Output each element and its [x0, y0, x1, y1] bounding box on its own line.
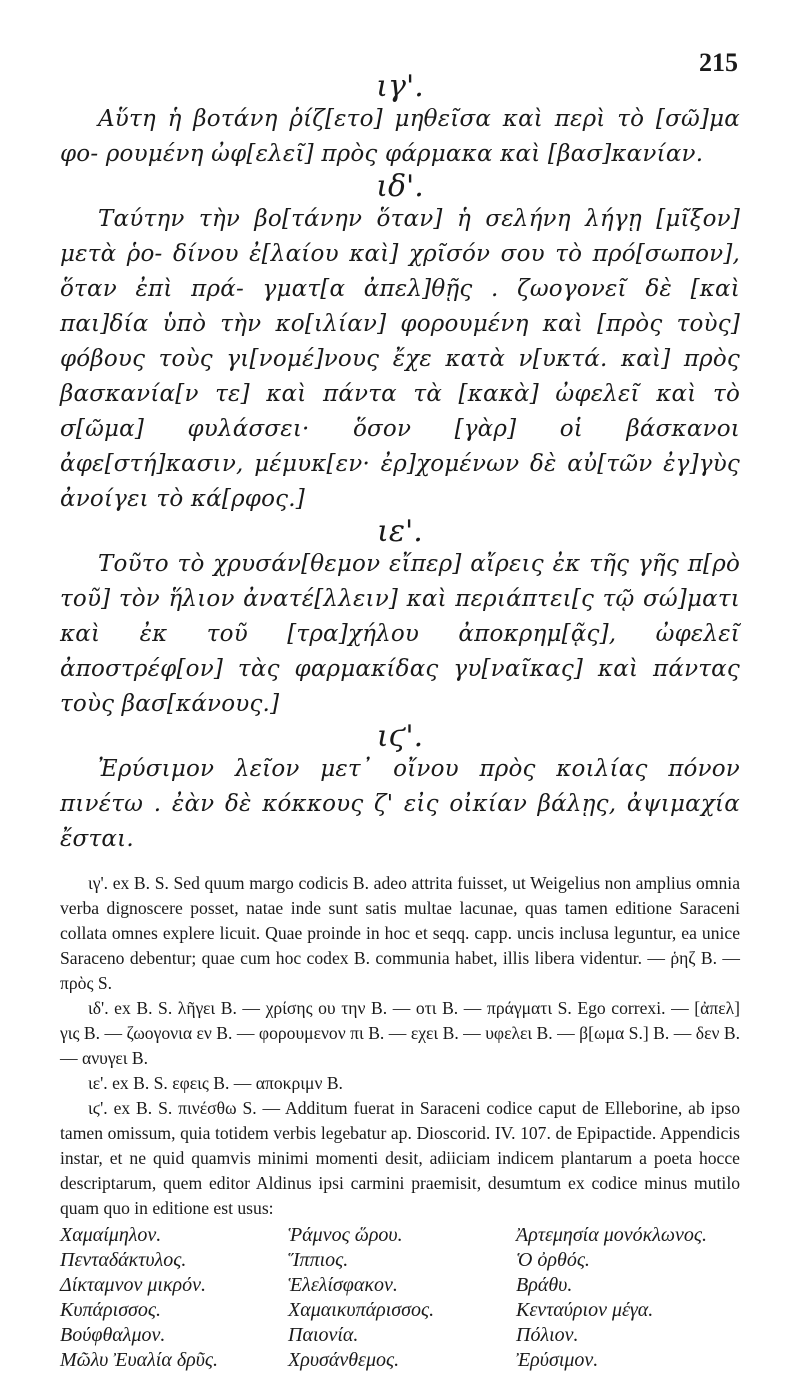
plant-name: Ὁ ὀρθός. [516, 1249, 590, 1271]
note-16: ιϛ'. ex B. S. πινέσθω S. — Additum fuerat in Saraceni codice caput de Elleborine, ab ipso tamen omissum, quia totidem verbis legebatur ap. Dioscorid. IV. 107. de Epipactide. Appendicis instar, et ne quid quamvis minimi momenti desit, adiiciam indicem plantarum a poeta hocce descriptarum, quem editor Aldinus ipsi carmini praemisit, desumtum ex codice minus mutilo quam quo in editione est usus: [60, 1098, 740, 1218]
section-16 [60, 719, 740, 857]
plant-name: Χρυσάνθεμος. [288, 1349, 400, 1371]
plant-index [60, 1223, 740, 1373]
greek-text [60, 0, 740, 857]
plant-name: Πόλιον. [516, 1324, 579, 1346]
plant-name: Βράθυ. [516, 1274, 573, 1296]
plant-name: Ἵππιος. [288, 1249, 349, 1271]
section-text: Τοῦτο τὸ χρυσάν[θεμον εἴπερ] αἴρεις ἐκ τῆς γῆς π[ρὸ τοῦ] τὸν ἥλιον ἀνατέ[λλειν] καὶ περιάπτει[ς τῷ σώ]ματι καὶ ἐκ τοῦ [τρα]χήλου ἀποκρημ[ᾷς], ὠφελεῖ ἀποστρέφ[ον] τὰς φαρμακίδας γυ[ναῖκας] καὶ πάντας τοὺς βασ[κάνους.] [60, 551, 740, 717]
section-number: ιγ'. [376, 69, 424, 104]
section-15 [60, 514, 740, 722]
plant-name: Ἑλελίσφακον. [288, 1274, 398, 1296]
note-13: ιγ'. ex B. S. Sed quum margo codicis B. adeo attrita fuisset, ut Weigelius non amplius omnia verba dignoscere posset, natae inde sunt satis multae lacunae, quas tamen editione Saraceni collata omnes explere licuit. Quae proinde in hoc et seqq. capp. uncis inclusa leguntur, ea unice Saraceno debentur; quae cum hoc codex B. communia habet, illis libera videntur. — ῥηζ B. — πρὸς S. [60, 873, 740, 993]
section-number: ιϛ'. [376, 719, 424, 754]
note-15: ιε'. ex B. S. εφεις B. — αποκριμν B. [88, 1073, 343, 1093]
section-number: ιδ'. [376, 169, 424, 204]
plant-name: Πενταδάκτυλος. [60, 1249, 187, 1271]
page-number: 215 [699, 48, 738, 77]
apparatus-notes [60, 871, 740, 1221]
plant-name: Μῶλυ Ἐυαλία δρῦς. [60, 1349, 219, 1371]
plant-name: Δίκταμνον μικρόν. [60, 1274, 207, 1296]
plant-name: Χαμαικυπάρισσος. [288, 1299, 435, 1321]
section-text: Ἐρύσιμον λεῖον μετ᾽ οἴνου πρὸς κοιλίας πόνον πινέτω . ἐὰν δὲ κόκκους ζ' εἰς οἰκίαν βάλῃς, ἀψιμαχία ἔσται. [60, 756, 740, 852]
section-number: ιε'. [377, 514, 423, 549]
plant-name: Ἐρύσιμον. [516, 1349, 599, 1371]
plant-name: Κυπάρισσος. [60, 1299, 162, 1321]
note-14: ιδ'. ex B. S. λῆγει B. — χρίσης ου την B. — οτι B. — πράγματι S. Ego correxi. — [ἀπελ] γις B. — ζωογονια εν B. — φορουμενον πι B. — εχει B. — υφελει B. — β[ωμα S.] B. — δεν B. — ανυγει B. [60, 998, 740, 1068]
plant-name: Βούφθαλμον. [60, 1324, 166, 1346]
section-text: Ταύτην τὴν βο[τάνην ὅταν] ἡ σελήνη λήγῃ [μῖξον] μετὰ ῥο- δίνου ἐ[λαίου καὶ] χρῖσόν σου τὸ πρό[σωπον], ὅταν ἐπὶ πρά- γματ[α ἀπελ]θῇς . ζωογονεῖ δὲ [καὶ παι]δία ὑπὸ τὴν κο[ιλίαν] φορουμένη καὶ [πρὸς τοὺς] φόβους τοὺς γι[νομέ]νους ἔχε κατὰ ν[υκτά. καὶ] πρὸς βασκανία[ν τε] καὶ πάντα τὰ [κακὰ] ὠφελεῖ καὶ τὸ σ[ῶμα] φυλάσσει· ὅσον [γὰρ] οἱ βάσκανοι ἀφε[στή]κασιν, μέμυκ[εν· ἐρ]χομένων δὲ αὐ[τῶν ἐγ]γὺς ἀνοίγει τὸ κά[ρφος.] [60, 206, 740, 512]
section-13 [60, 69, 740, 172]
plant-name: Χαμαίμηλον. [60, 1224, 162, 1246]
plant-name: Ῥάμνος ὥρου. [288, 1224, 403, 1246]
plant-name: Ἀρτεμησία μονόκλωνος. [516, 1224, 708, 1246]
section-text: Αὕτη ἡ βοτάνη ῥίζ[ετο] μηθεῖσα καὶ περὶ τὸ [σῶ]μα φο- ρουμένη ὠφ[ελεῖ] πρὸς φάρμακα καὶ [βασ]κανίαν. [60, 106, 740, 167]
plant-name: Παιονία. [288, 1324, 359, 1346]
section-14 [60, 169, 740, 517]
plant-name: Κενταύριον μέγα. [516, 1299, 654, 1321]
